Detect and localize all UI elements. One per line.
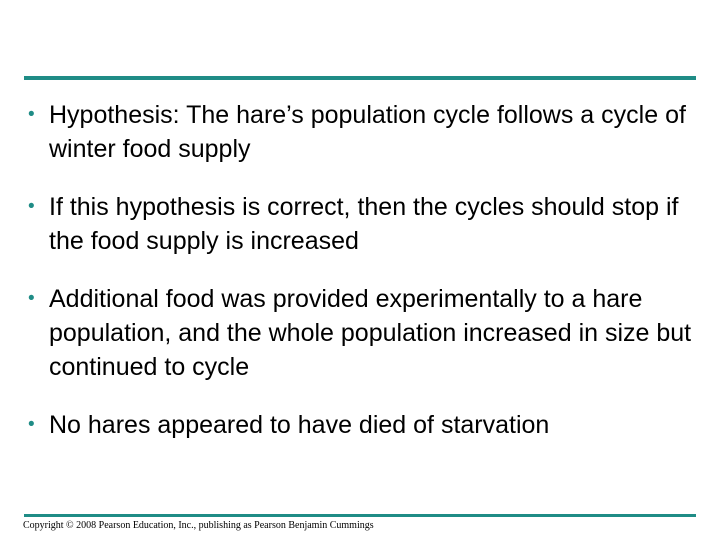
- bullet-item-observation: [28, 408, 698, 442]
- bullet-icon: •: [28, 288, 35, 309]
- bottom-divider-line: [24, 514, 696, 517]
- bullet-text: Hypothesis: The hare’s population cycle follows a cycle of winter food supply: [49, 101, 686, 163]
- copyright-footer: Copyright © 2008 Pearson Education, Inc., publishing as Pearson Benjamin Cummings: [23, 520, 374, 531]
- bullet-icon: •: [28, 196, 35, 217]
- bullet-text: No hares appeared to have died of starvation: [49, 411, 550, 439]
- bullet-item-prediction: [28, 190, 698, 258]
- bullet-icon: •: [28, 104, 35, 125]
- bullet-text: Additional food was provided experimentally to a hare population, and the whole population increased in size but continued to cycle: [49, 285, 692, 381]
- bullet-text: If this hypothesis is correct, then the cycles should stop if the food supply is increased: [49, 193, 679, 255]
- bullet-icon: •: [28, 414, 35, 435]
- top-divider-line: [24, 76, 696, 80]
- bullet-item-hypothesis: [28, 98, 698, 166]
- bullet-item-experiment: [28, 282, 698, 384]
- bullet-list: [28, 98, 698, 442]
